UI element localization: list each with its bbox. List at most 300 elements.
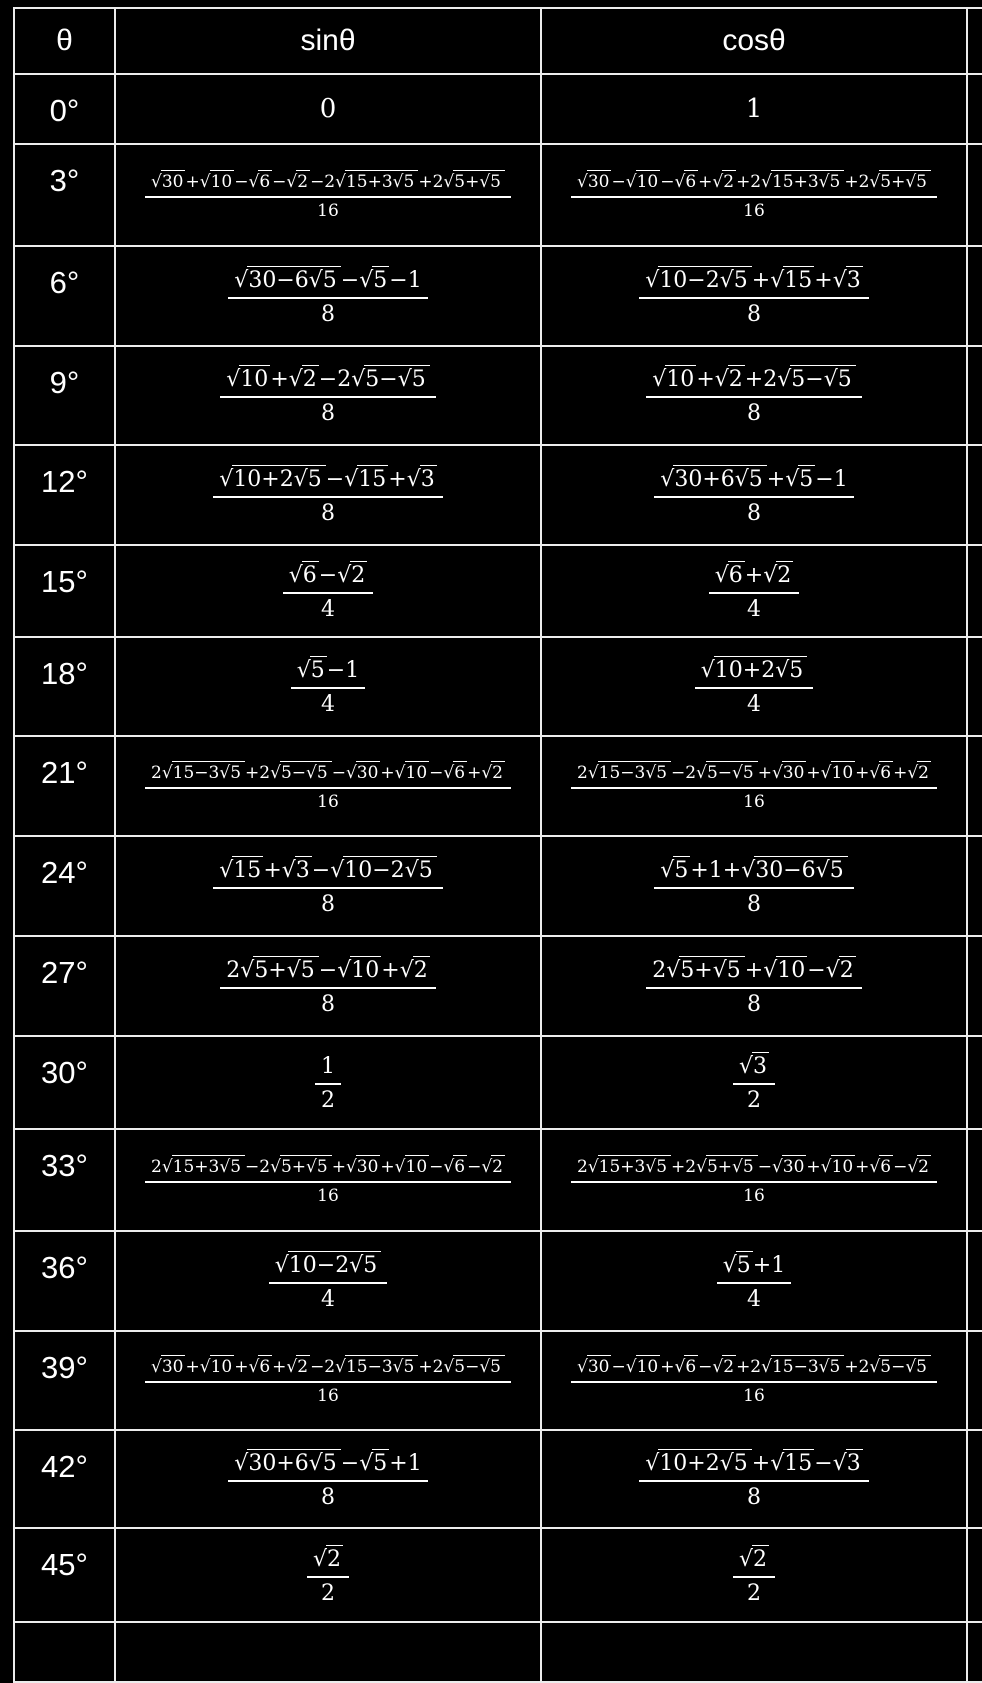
denominator: 8 bbox=[747, 1484, 761, 1510]
sqrt bbox=[821, 1157, 855, 1177]
radical-sign-icon: √ bbox=[199, 1357, 211, 1377]
sqrt bbox=[626, 1357, 660, 1377]
sqrt bbox=[306, 1157, 330, 1177]
sqrt bbox=[286, 1357, 310, 1377]
denominator: 16 bbox=[743, 1185, 765, 1206]
radicand: 5 bbox=[674, 857, 689, 883]
sqrt bbox=[701, 658, 808, 683]
radicand: 5 bbox=[829, 171, 841, 192]
radicand: 6 bbox=[259, 1357, 271, 1377]
denominator: 8 bbox=[747, 401, 761, 426]
radical-sign-icon: √ bbox=[288, 562, 303, 588]
header-extra-clipped bbox=[968, 9, 982, 75]
radical-sign-icon: √ bbox=[349, 1252, 364, 1278]
radicand: 2 bbox=[753, 1546, 768, 1572]
radical-sign-icon: √ bbox=[823, 367, 838, 392]
radical-sign-icon: √ bbox=[625, 1357, 637, 1377]
sqrt bbox=[162, 1157, 245, 1177]
angle-cell: 21° bbox=[15, 737, 116, 837]
numerator: √30 −√10 −√6 +√2 +2√15+3√5 +2√5+√5 bbox=[571, 170, 937, 198]
radical-sign-icon: √ bbox=[344, 466, 359, 492]
fraction bbox=[717, 1251, 791, 1312]
fraction bbox=[228, 1449, 427, 1510]
cos-value-cell bbox=[542, 446, 968, 546]
denominator: 2 bbox=[321, 1088, 335, 1113]
sqrt bbox=[732, 1157, 756, 1177]
radical-sign-icon: √ bbox=[199, 171, 211, 192]
sqrt bbox=[407, 467, 437, 492]
extra-cell-clipped bbox=[968, 1623, 982, 1683]
radical-sign-icon: √ bbox=[645, 1156, 657, 1177]
angle-cell: 12° bbox=[15, 446, 116, 546]
radicand: 15+3√5 bbox=[172, 1155, 245, 1177]
sqrt bbox=[674, 172, 698, 192]
sqrt bbox=[200, 1357, 234, 1377]
sin-value-cell bbox=[116, 75, 542, 145]
radicand: 10 bbox=[240, 367, 269, 392]
cos-value-cell bbox=[542, 1037, 968, 1130]
extra-cell-clipped bbox=[968, 837, 982, 937]
radical-sign-icon: √ bbox=[404, 857, 419, 883]
angle-cell bbox=[15, 1623, 116, 1683]
radical-sign-icon: √ bbox=[674, 171, 686, 192]
radical-sign-icon: √ bbox=[270, 762, 281, 783]
radicand: 30+6√5 bbox=[673, 465, 766, 492]
radical-sign-icon: √ bbox=[761, 171, 772, 192]
radicand: 6 bbox=[454, 762, 466, 783]
sin-value-cell bbox=[116, 1232, 542, 1332]
numerator bbox=[695, 656, 814, 689]
sqrt bbox=[816, 858, 846, 883]
sqrt bbox=[405, 858, 435, 883]
radical-sign-icon: √ bbox=[443, 1357, 455, 1377]
radicand: 15 bbox=[784, 267, 813, 293]
radicand: 3 bbox=[846, 1450, 861, 1476]
radical-sign-icon: √ bbox=[763, 957, 778, 983]
radicand: 5 bbox=[230, 762, 242, 783]
sqrt bbox=[443, 172, 505, 192]
angle-cell: 0° bbox=[15, 75, 116, 145]
numerator: √10−2√5 +√15+√3 bbox=[639, 266, 868, 299]
radical-sign-icon: √ bbox=[577, 171, 588, 192]
radicand: 5 bbox=[789, 658, 804, 683]
angle-cell: 36° bbox=[15, 1232, 116, 1332]
radicand: 30−6√5 bbox=[247, 266, 340, 293]
fraction bbox=[571, 1155, 937, 1206]
radicand: 5 bbox=[733, 267, 748, 293]
radical-sign-icon: √ bbox=[869, 171, 881, 192]
numerator: √5+1+√30−6√5 bbox=[654, 856, 853, 889]
numerator: √30 −√10 +√6 −√2 +2√15−3√5 +2√5−√5 bbox=[571, 1355, 937, 1383]
radical-sign-icon: √ bbox=[481, 762, 493, 783]
fraction bbox=[145, 761, 511, 812]
cos-value-cell bbox=[542, 1623, 968, 1683]
radicand: 5−√5 bbox=[453, 1355, 505, 1377]
sqrt bbox=[826, 958, 856, 983]
radical-sign-icon: √ bbox=[696, 1156, 707, 1177]
sqrt bbox=[588, 763, 671, 783]
sqrt bbox=[869, 763, 893, 783]
sqrt bbox=[344, 467, 388, 492]
fraction bbox=[646, 956, 861, 1017]
sqrt bbox=[286, 172, 310, 192]
radical-sign-icon: √ bbox=[286, 171, 298, 192]
fraction bbox=[145, 170, 511, 221]
fraction bbox=[283, 561, 374, 622]
sqrt bbox=[234, 268, 341, 293]
radicand: 15+3√5 bbox=[345, 170, 418, 192]
sqrt bbox=[346, 1157, 380, 1177]
radical-sign-icon: √ bbox=[712, 957, 727, 983]
sqrt bbox=[306, 763, 330, 783]
radicand: 2 bbox=[351, 562, 366, 588]
radicand: 5 bbox=[748, 466, 763, 492]
radicand: 10 bbox=[405, 1156, 428, 1177]
angle-cell: 27° bbox=[15, 937, 116, 1037]
radicand: 10+2√5 bbox=[658, 1449, 751, 1476]
sin-value-cell bbox=[116, 1130, 542, 1232]
radical-sign-icon: √ bbox=[406, 466, 421, 492]
sqrt bbox=[696, 1157, 758, 1177]
radical-sign-icon: √ bbox=[832, 267, 847, 293]
radicand: 2 bbox=[728, 367, 743, 392]
radical-sign-icon: √ bbox=[732, 762, 743, 783]
radicand: 3 bbox=[846, 267, 861, 293]
numerator: √10+2√5 −√15+√3 bbox=[213, 465, 442, 498]
extra-cell-clipped bbox=[968, 1037, 982, 1130]
radical-sign-icon: √ bbox=[443, 1156, 455, 1177]
radicand: 30+6√5 bbox=[247, 1449, 340, 1476]
sqrt bbox=[869, 1157, 893, 1177]
numerator: √6+√2 bbox=[709, 561, 800, 594]
radicand: 15+3√5 bbox=[598, 1155, 671, 1177]
sqrt bbox=[226, 367, 270, 392]
radicand: 2 bbox=[777, 562, 792, 588]
radicand: 10−2√5 bbox=[343, 856, 436, 883]
sqrt bbox=[907, 1157, 931, 1177]
sqrt bbox=[720, 1451, 750, 1476]
radical-sign-icon: √ bbox=[905, 171, 917, 192]
sqrt bbox=[775, 658, 805, 683]
sqrt bbox=[720, 268, 750, 293]
numerator bbox=[733, 1052, 775, 1085]
sqrt bbox=[479, 1357, 503, 1377]
radicand: 5 bbox=[736, 1252, 751, 1278]
value: 0 bbox=[319, 94, 337, 124]
radicand: 5 bbox=[916, 171, 927, 192]
radicand: 2 bbox=[918, 762, 929, 783]
radicand: 5+√5 bbox=[253, 956, 318, 983]
extra-cell-clipped bbox=[968, 1332, 982, 1431]
radicand: 15−3√5 bbox=[172, 761, 245, 783]
sqrt bbox=[660, 467, 767, 492]
sqrt bbox=[770, 268, 814, 293]
radical-sign-icon: √ bbox=[712, 1357, 724, 1377]
sqrt bbox=[240, 958, 319, 983]
radicand: 10 bbox=[351, 957, 380, 983]
radical-sign-icon: √ bbox=[700, 658, 715, 683]
radicand: 3 bbox=[753, 1054, 768, 1079]
sqrt bbox=[819, 172, 843, 192]
radicand: 5 bbox=[363, 1252, 378, 1278]
radical-sign-icon: √ bbox=[240, 957, 255, 983]
radical-sign-icon: √ bbox=[351, 367, 366, 392]
sqrt bbox=[282, 858, 312, 883]
radicand: 5 bbox=[418, 857, 433, 883]
radical-sign-icon: √ bbox=[712, 171, 724, 192]
radical-sign-icon: √ bbox=[869, 1156, 881, 1177]
radicand: 30 bbox=[587, 1357, 610, 1377]
sqrt bbox=[715, 367, 745, 392]
sqrt bbox=[359, 268, 389, 293]
radical-sign-icon: √ bbox=[666, 957, 681, 983]
radical-sign-icon: √ bbox=[777, 367, 792, 392]
sqrt bbox=[309, 1451, 339, 1476]
radical-sign-icon: √ bbox=[481, 1156, 493, 1177]
sqrt bbox=[833, 1451, 863, 1476]
sqrt bbox=[741, 858, 848, 883]
radical-sign-icon: √ bbox=[248, 1357, 260, 1377]
radical-sign-icon: √ bbox=[479, 171, 491, 192]
sin-value-cell bbox=[116, 145, 542, 247]
radical-sign-icon: √ bbox=[818, 171, 830, 192]
angle-cell: 6° bbox=[15, 247, 116, 347]
sqrt bbox=[330, 858, 437, 883]
fraction bbox=[646, 365, 861, 426]
sqrt bbox=[761, 1357, 844, 1377]
denominator: 8 bbox=[747, 991, 761, 1017]
radicand: 5 bbox=[656, 1156, 668, 1177]
denominator: 16 bbox=[743, 1386, 765, 1406]
sqrt bbox=[833, 268, 863, 293]
radicand: 10 bbox=[831, 762, 854, 783]
numerator: 2√15+3√5 −2√5+√5 +√30 +√10 −√6 −√2 bbox=[145, 1155, 511, 1183]
radical-sign-icon: √ bbox=[738, 1054, 754, 1079]
fraction bbox=[654, 465, 853, 526]
header-cos: cosθ bbox=[542, 9, 968, 75]
radicand: 10−2√5 bbox=[658, 266, 751, 293]
sqrt bbox=[905, 1357, 929, 1377]
radicand: 5+√5 bbox=[280, 1155, 332, 1177]
sqrt bbox=[443, 1357, 505, 1377]
sqrt bbox=[270, 763, 332, 783]
radical-sign-icon: √ bbox=[296, 658, 311, 683]
sqrt bbox=[772, 1157, 806, 1177]
numerator: 2√15−3√5 −2√5−√5 +√30 +√10 +√6 +√2 bbox=[571, 761, 937, 789]
radicand: 5 bbox=[316, 1156, 328, 1177]
sqrt bbox=[905, 172, 929, 192]
radicand: 2 bbox=[297, 1357, 309, 1377]
radical-sign-icon: √ bbox=[288, 367, 303, 392]
radicand: 5 bbox=[829, 1357, 841, 1377]
radicand: 30 bbox=[587, 171, 610, 192]
radical-sign-icon: √ bbox=[293, 466, 308, 492]
numerator bbox=[269, 1251, 388, 1284]
radicand: 5 bbox=[403, 171, 415, 192]
numerator: √5+1 bbox=[717, 1251, 791, 1284]
denominator: 2 bbox=[747, 1580, 761, 1606]
denominator: 16 bbox=[317, 200, 339, 221]
sqrt bbox=[151, 172, 185, 192]
radical-sign-icon: √ bbox=[832, 1450, 847, 1476]
sqrt bbox=[821, 763, 855, 783]
sin-value-cell bbox=[116, 737, 542, 837]
denominator: 4 bbox=[321, 692, 335, 717]
radicand: 5 bbox=[726, 957, 741, 983]
sqrt bbox=[359, 1451, 389, 1476]
radical-sign-icon: √ bbox=[869, 762, 881, 783]
radical-sign-icon: √ bbox=[825, 957, 840, 983]
sqrt bbox=[481, 763, 505, 783]
sqrt bbox=[819, 1357, 843, 1377]
sqrt bbox=[666, 958, 745, 983]
numerator: 2√5+√5 −√10+√2 bbox=[220, 956, 435, 989]
fraction bbox=[733, 1545, 775, 1606]
sqrt bbox=[309, 268, 339, 293]
denominator: 16 bbox=[317, 1185, 339, 1206]
sqrt bbox=[577, 1357, 611, 1377]
radical-sign-icon: √ bbox=[722, 1252, 737, 1278]
radical-sign-icon: √ bbox=[815, 857, 830, 883]
sqrt bbox=[626, 172, 660, 192]
radical-sign-icon: √ bbox=[479, 1357, 491, 1377]
radicand: 2 bbox=[327, 1546, 342, 1572]
sqrt bbox=[289, 367, 319, 392]
sqrt bbox=[349, 1253, 379, 1278]
extra-cell-clipped bbox=[968, 145, 982, 247]
radicand: 6 bbox=[302, 562, 317, 588]
radicand: 5 bbox=[829, 857, 844, 883]
radical-sign-icon: √ bbox=[818, 1357, 830, 1377]
radicand: 15 bbox=[784, 1450, 813, 1476]
radicand: 6 bbox=[728, 562, 743, 588]
sqrt bbox=[398, 367, 428, 392]
radical-sign-icon: √ bbox=[335, 1357, 346, 1377]
fraction bbox=[654, 856, 853, 917]
angle-cell: 45° bbox=[15, 1529, 116, 1623]
radical-sign-icon: √ bbox=[775, 658, 790, 683]
numerator bbox=[733, 1545, 775, 1578]
radicand: 2 bbox=[297, 171, 309, 192]
radical-sign-icon: √ bbox=[308, 267, 323, 293]
radical-sign-icon: √ bbox=[151, 171, 162, 192]
sqrt bbox=[443, 1157, 467, 1177]
sin-value-cell bbox=[116, 937, 542, 1037]
radicand: 15−3√5 bbox=[771, 1355, 844, 1377]
radical-sign-icon: √ bbox=[714, 562, 729, 588]
angle-cell: 9° bbox=[15, 347, 116, 446]
radicand: 5−√5 bbox=[790, 365, 855, 392]
denominator: 4 bbox=[747, 596, 761, 622]
extra-cell-clipped bbox=[968, 75, 982, 145]
radical-sign-icon: √ bbox=[660, 857, 675, 883]
radical-sign-icon: √ bbox=[696, 762, 707, 783]
radical-sign-icon: √ bbox=[674, 1357, 686, 1377]
radical-sign-icon: √ bbox=[335, 171, 346, 192]
radical-sign-icon: √ bbox=[306, 762, 317, 783]
radicand: 5+√5 bbox=[453, 170, 505, 192]
radicand: 5 bbox=[733, 1450, 748, 1476]
radical-sign-icon: √ bbox=[714, 367, 729, 392]
extra-cell-clipped bbox=[968, 1232, 982, 1332]
sqrt bbox=[761, 172, 844, 192]
sqrt bbox=[645, 268, 752, 293]
radicand: 5 bbox=[837, 367, 852, 392]
radical-sign-icon: √ bbox=[306, 1156, 317, 1177]
sqrt bbox=[395, 1157, 429, 1177]
radical-sign-icon: √ bbox=[234, 267, 249, 293]
radical-sign-icon: √ bbox=[274, 1252, 289, 1278]
sqrt bbox=[577, 172, 611, 192]
numerator: √15+√3−√10−2√5 bbox=[213, 856, 442, 889]
extra-cell-clipped bbox=[968, 638, 982, 737]
radicand: 30 bbox=[161, 171, 184, 192]
numerator: √30+6√5 +√5−1 bbox=[654, 465, 853, 498]
sqrt bbox=[732, 763, 756, 783]
sqrt bbox=[219, 858, 263, 883]
sin-value-cell bbox=[116, 247, 542, 347]
radicand: 5 bbox=[230, 1156, 242, 1177]
radical-sign-icon: √ bbox=[399, 957, 414, 983]
denominator: 2 bbox=[747, 1088, 761, 1113]
cos-value-cell bbox=[542, 1529, 968, 1623]
radicand: 6 bbox=[685, 171, 697, 192]
extra-cell-clipped bbox=[968, 937, 982, 1037]
radicand: 5 bbox=[322, 1450, 337, 1476]
sin-value-cell bbox=[116, 1623, 542, 1683]
sqrt bbox=[763, 958, 807, 983]
radicand: 5 bbox=[799, 466, 814, 492]
radicand: 5 bbox=[742, 762, 754, 783]
sqrt bbox=[907, 763, 931, 783]
denominator: 8 bbox=[747, 301, 761, 327]
extra-cell-clipped bbox=[968, 1431, 982, 1529]
radicand: 3 bbox=[420, 466, 435, 492]
radicand: 5−√5 bbox=[706, 761, 758, 783]
cos-value-cell bbox=[542, 1332, 968, 1431]
radicand: 30 bbox=[356, 762, 379, 783]
radicand: 30 bbox=[782, 762, 805, 783]
radicand: 10 bbox=[777, 957, 806, 983]
trig-values-table bbox=[13, 7, 982, 1683]
fraction bbox=[639, 266, 868, 327]
sin-value-cell bbox=[116, 1529, 542, 1623]
sqrt bbox=[735, 467, 765, 492]
radicand: 5 bbox=[316, 762, 328, 783]
radical-sign-icon: √ bbox=[770, 1450, 785, 1476]
radicand: 30 bbox=[161, 1357, 184, 1377]
sqrt bbox=[652, 367, 696, 392]
sqrt bbox=[287, 958, 317, 983]
fraction bbox=[315, 1052, 341, 1113]
radical-sign-icon: √ bbox=[151, 1357, 162, 1377]
radical-sign-icon: √ bbox=[397, 367, 412, 392]
radicand: 6 bbox=[685, 1357, 697, 1377]
sqrt bbox=[219, 1157, 243, 1177]
fraction bbox=[307, 1545, 349, 1606]
radical-sign-icon: √ bbox=[248, 171, 260, 192]
sin-value-cell bbox=[116, 1037, 542, 1130]
radical-sign-icon: √ bbox=[763, 562, 778, 588]
sin-value-cell bbox=[116, 347, 542, 446]
radicand: 10 bbox=[210, 1357, 233, 1377]
sqrt bbox=[824, 367, 854, 392]
radical-sign-icon: √ bbox=[219, 466, 234, 492]
radicand: 2 bbox=[723, 171, 735, 192]
sin-value-cell bbox=[116, 1332, 542, 1431]
denominator: 4 bbox=[321, 596, 335, 622]
extra-cell-clipped bbox=[968, 1529, 982, 1623]
